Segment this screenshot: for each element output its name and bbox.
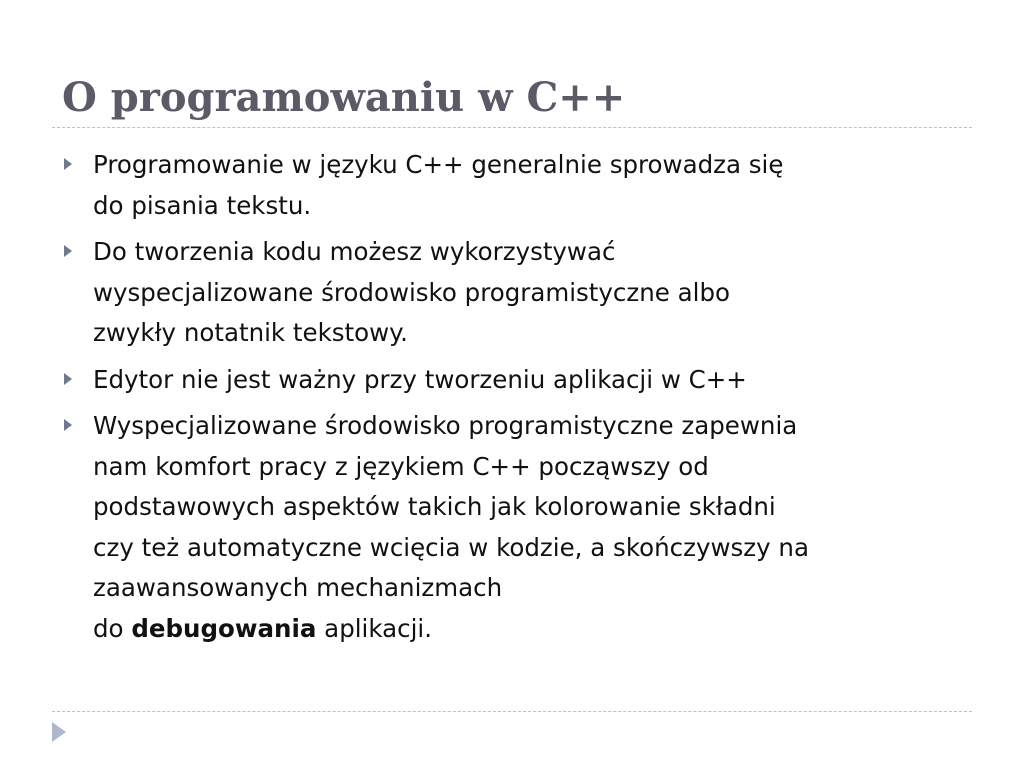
bullet-item — [64, 145, 964, 226]
bullet-list — [64, 145, 964, 655]
bullet-line: zwykły notatnik tekstowy. — [93, 318, 408, 347]
text-segment: do — [93, 613, 132, 643]
bold-term: debugowania — [131, 613, 317, 643]
bullet-item — [64, 360, 964, 401]
bullet-line: podstawowych aspektów takich jak kolorowanie składni — [93, 492, 776, 521]
triangle-right-icon — [64, 158, 72, 170]
text-segment: aplikacji. — [316, 613, 432, 643]
bullet-line: czy też automatyczne wcięcia w kodzie, a skończywszy na — [93, 532, 809, 562]
triangle-right-icon — [64, 245, 72, 257]
bullet-line: do pisania tekstu. — [93, 190, 312, 220]
triangle-right-icon — [64, 419, 72, 431]
bullet-line: nam komfort pracy z językiem C++ począwszy od — [93, 451, 709, 481]
bullet-item — [64, 232, 964, 354]
footer-divider — [52, 711, 972, 712]
bullet-item — [64, 406, 964, 649]
next-slide-arrow-icon[interactable] — [52, 722, 66, 742]
bullet-text — [93, 232, 964, 354]
bullet-text — [93, 360, 964, 401]
bullet-line: Wyspecjalizowane środowisko programistyczne zapewnia — [93, 411, 798, 440]
bullet-line: Programowanie w języku C++ generalnie sprowadza się — [93, 150, 784, 179]
title-divider — [52, 127, 972, 128]
bullet-text — [93, 406, 964, 649]
bullet-text — [93, 145, 964, 226]
bullet-line: Do tworzenia kodu możesz wykorzystywać — [93, 237, 616, 266]
slide-title: O programowaniu w C++ — [62, 74, 626, 121]
bullet-line: Edytor nie jest ważny przy tworzeniu aplikacji w C++ — [93, 364, 747, 394]
triangle-right-icon — [64, 373, 72, 385]
bullet-line: wyspecjalizowane środowisko programistyczne albo — [93, 277, 730, 307]
bullet-line: zaawansowanych mechanizmach — [93, 573, 503, 602]
bullet-line-final — [93, 614, 432, 643]
